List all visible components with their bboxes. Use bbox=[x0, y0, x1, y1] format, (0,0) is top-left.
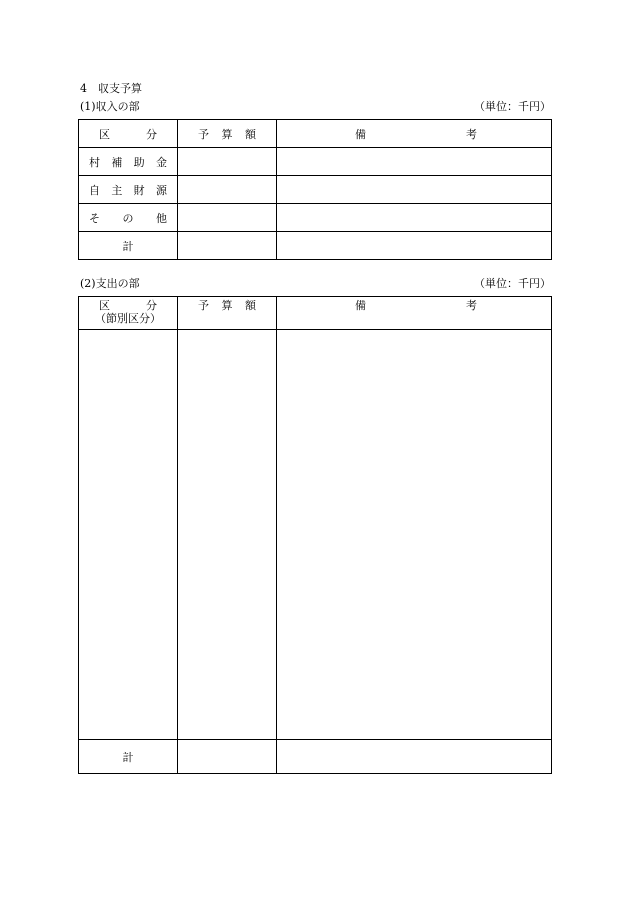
header-remarks: 備 考 bbox=[277, 120, 552, 148]
total-label: 計 bbox=[79, 232, 178, 260]
table-row bbox=[79, 176, 552, 204]
budget-cell bbox=[178, 204, 277, 232]
section-title: 4 収支予算 bbox=[80, 82, 142, 95]
table-row bbox=[79, 204, 552, 232]
expense-body-row bbox=[79, 330, 552, 740]
expense-title: (2)支出の部 bbox=[80, 277, 140, 290]
header-category: 区 分 bbox=[79, 120, 178, 148]
remarks-cell bbox=[277, 176, 552, 204]
expense-header-row bbox=[79, 297, 552, 330]
row-label: そ の 他 bbox=[79, 204, 178, 232]
remarks-cell bbox=[277, 330, 552, 740]
income-table bbox=[78, 119, 552, 260]
budget-cell bbox=[178, 176, 277, 204]
header-remarks: 備 考 bbox=[277, 297, 552, 330]
table-row bbox=[79, 148, 552, 176]
remarks-cell bbox=[277, 232, 552, 260]
expense-table bbox=[78, 296, 552, 774]
remarks-cell bbox=[277, 148, 552, 176]
total-row bbox=[79, 740, 552, 774]
row-label: 自 主 財 源 bbox=[79, 176, 178, 204]
header-budget: 予 算 額 bbox=[178, 297, 277, 330]
row-label: 村 補 助 金 bbox=[79, 148, 178, 176]
header-budget: 予 算 額 bbox=[178, 120, 277, 148]
remarks-cell bbox=[277, 740, 552, 774]
total-row bbox=[79, 232, 552, 260]
budget-cell bbox=[178, 740, 277, 774]
budget-cell bbox=[178, 232, 277, 260]
header-category: 区 分 （節別区分） bbox=[79, 297, 178, 330]
header-category-sub: （節別区分） bbox=[95, 312, 161, 325]
income-title: (1)収入の部 bbox=[80, 100, 140, 113]
budget-cell bbox=[178, 330, 277, 740]
total-label: 計 bbox=[79, 740, 178, 774]
remarks-cell bbox=[277, 204, 552, 232]
income-header-row bbox=[79, 120, 552, 148]
income-unit: （単位：千円） bbox=[474, 100, 551, 113]
expense-unit: （単位：千円） bbox=[474, 277, 551, 290]
budget-cell bbox=[178, 148, 277, 176]
category-cell bbox=[79, 330, 178, 740]
